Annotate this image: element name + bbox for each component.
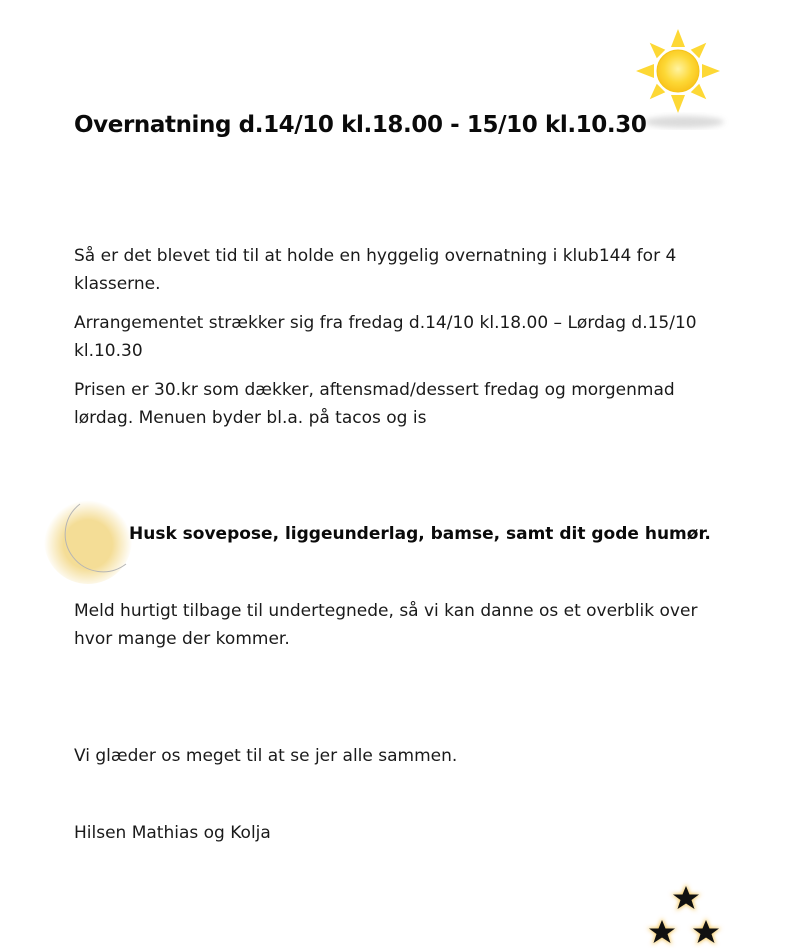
moon-icon xyxy=(40,488,140,588)
page-title: Overnatning d.14/10 kl.18.00 - 15/10 kl.10.30 xyxy=(74,112,647,138)
stars-icon xyxy=(638,880,728,948)
intro-paragraph: Så er det blevet tid til at holde en hyggelig overnatning i klub144 for 4 klasserne. xyxy=(74,246,677,294)
price-paragraph: Prisen er 30.kr som dækker, aftensmad/dessert fredag og morgenmad lørdag. Menuen byder bl.a. på tacos og is xyxy=(74,380,675,428)
signature: Hilsen Mathias og Kolja xyxy=(74,823,271,843)
signup-paragraph: Meld hurtigt tilbage til undertegnede, så vi kan danne os et overblik over hvor mange der kommer. xyxy=(74,601,698,649)
schedule-paragraph: Arrangementet strækker sig fra fredag d.14/10 kl.18.00 – Lørdag d.15/10 kl.10.30 xyxy=(74,313,697,361)
reminder-text: Husk sovepose, liggeunderlag, bamse, samt dit gode humør. xyxy=(129,524,711,544)
closing-paragraph: Vi glæder os meget til at se jer alle sammen. xyxy=(74,746,458,766)
